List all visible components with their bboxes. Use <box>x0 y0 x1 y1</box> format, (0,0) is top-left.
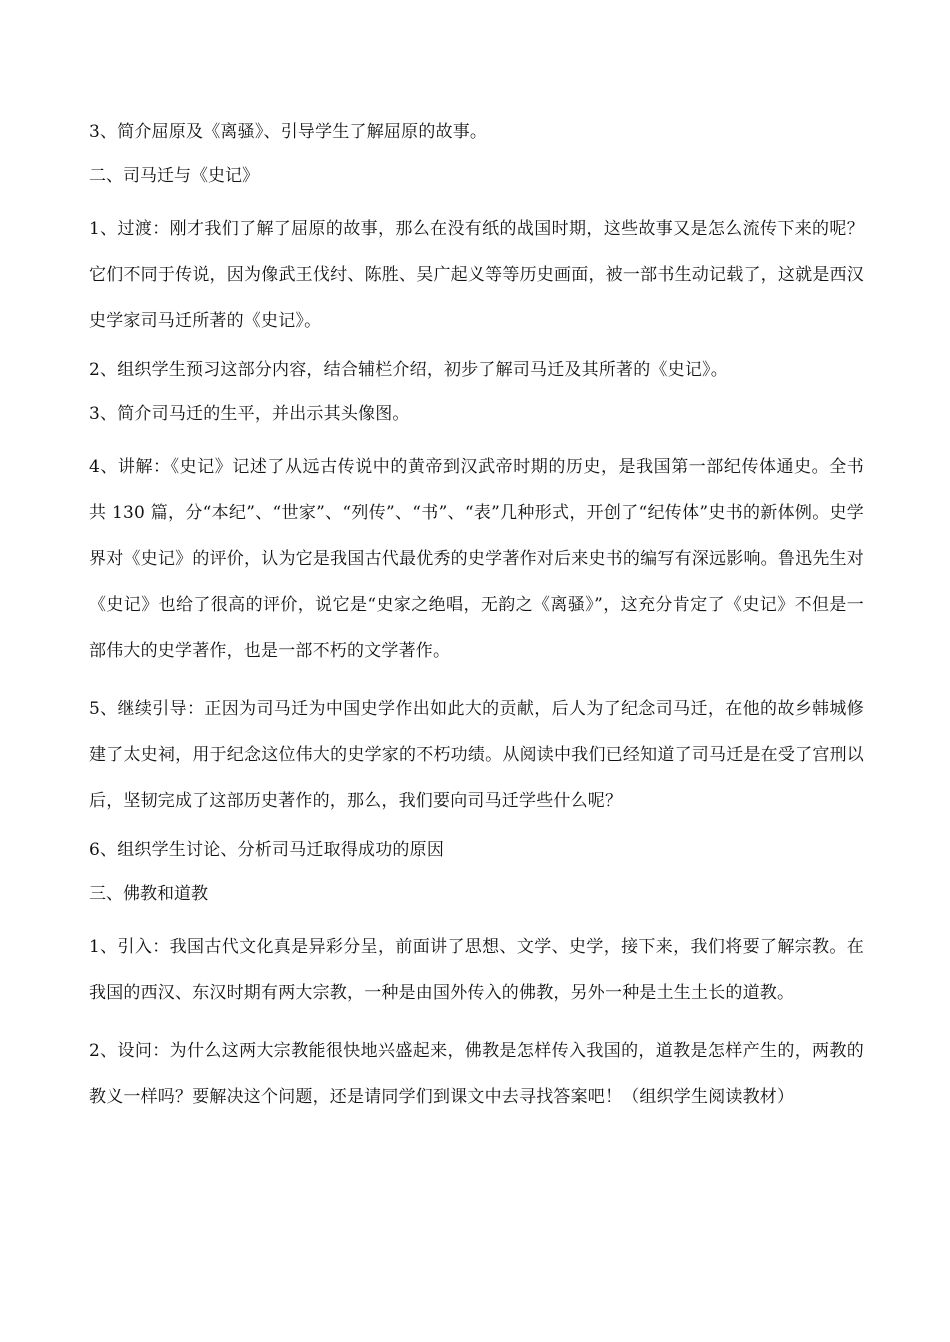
document-body <box>89 118 864 1132</box>
section-heading-religion: 三、佛教和道教 <box>89 884 208 904</box>
paragraph-introduction-religion: 1、引入：我国古代文化真是异彩分呈，前面讲了思想、文学、史学，接下来，我们将要了解宗教。在我国的西汉、东汉时期有两大宗教，一种是由国外传入的佛教，另外一种是土生土长的道教。 <box>89 937 864 1003</box>
paragraph-intro-quyuan: 3、简介屈原及《离骚》、引导学生了解屈原的故事。 <box>89 122 488 142</box>
paragraph-discussion: 6、组织学生讨论、分析司马迁取得成功的原因 <box>89 840 445 860</box>
paragraph-transition: 1、过渡：刚才我们了解了屈原的故事，那么在没有纸的战国时期，这些故事又是怎么流传下来的呢？它们不同于传说，因为像武王伐纣、陈胜、吴广起义等等历史画面，被一部书生动记载了，这就是西汉史学家司马迁所著的《史记》。 <box>89 219 864 331</box>
paragraph-explanation: 4、讲解：《史记》记述了从远古传说中的黄帝到汉武帝时期的历史，是我国第一部纪传体通史。全书共 130 篇，分“本纪”、“世家”、“列传”、“书”、“表”几种形式，开创了“纪传体”史书的新体例。史学界对《史记》的评价，认为它是我国古代最优秀的史学著作对后来史书的编写有深远影响。鲁迅先生对《史记》也给了很高的评价，说它是“史家之绝唱，无韵之《离骚》”，这充分肯定了《史记》不但是一部伟大的史学著作，也是一部不朽的文学著作。 <box>89 457 864 661</box>
section-heading-simaqian: 二、司马迁与《史记》 <box>89 166 259 186</box>
paragraph-preview: 2、组织学生预习这部分内容，结合辅栏介绍，初步了解司马迁及其所著的《史记》。 <box>89 360 728 380</box>
paragraph-biography: 3、简介司马迁的生平，并出示其头像图。 <box>89 404 410 424</box>
paragraph-guidance: 5、继续引导：正因为司马迁为中国史学作出如此大的贡献，后人为了纪念司马迁，在他的故乡韩城修建了太史祠，用于纪念这位伟大的史学家的不朽功绩。从阅读中我们已经知道了司马迁是在受了宫刑以后，坚韧完成了这部历史著作的，那么，我们要向司马迁学些什么呢？ <box>89 699 864 811</box>
paragraph-question: 2、设问：为什么这两大宗教能很快地兴盛起来，佛教是怎样传入我国的，道教是怎样产生的，两教的教义一样吗？要解决这个问题，还是请同学们到课文中去寻找答案吧！（组织学生阅读教材） <box>89 1041 864 1107</box>
